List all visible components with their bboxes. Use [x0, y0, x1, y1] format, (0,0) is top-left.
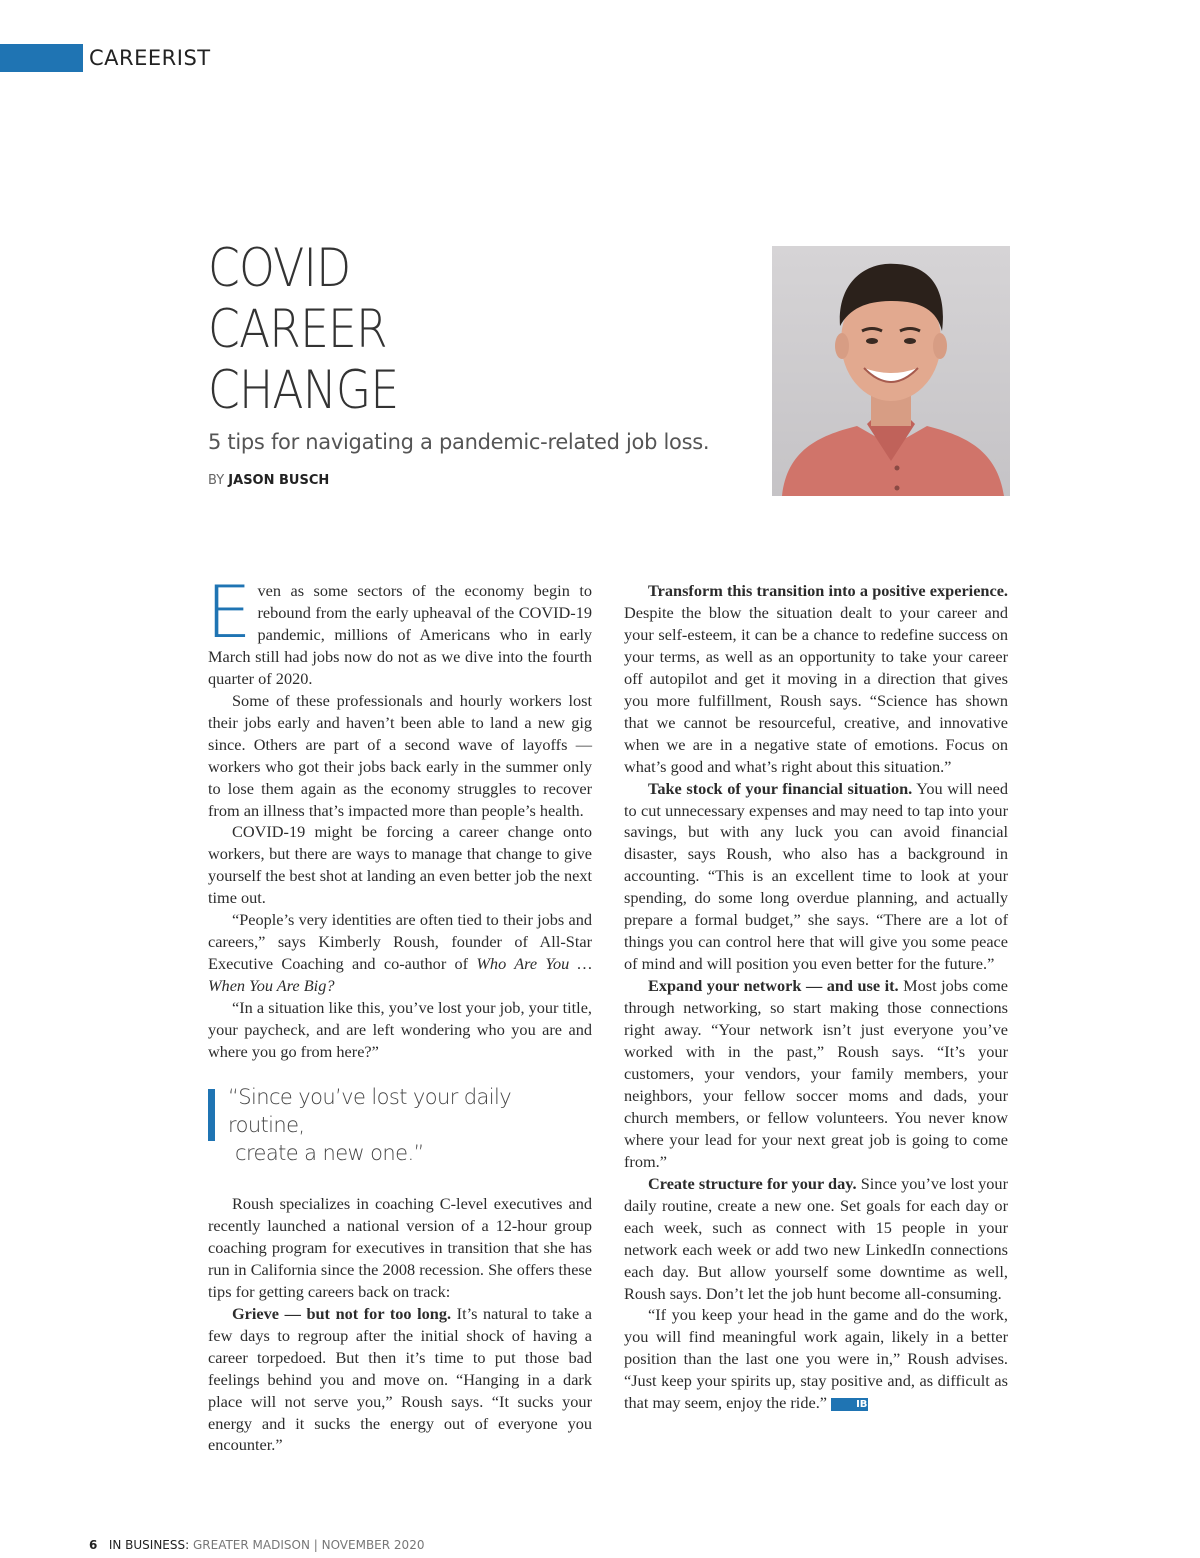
byline-author: JASON BUSCH — [228, 473, 330, 488]
edition-info: GREATER MADISON | NOVEMBER 2020 — [192, 1538, 425, 1552]
headline-line-2: CAREER — [208, 299, 387, 360]
author-portrait-photo — [772, 246, 1010, 496]
byline — [208, 473, 329, 488]
tip-paragraph: Expand your network — and use it. Most jobs come through networking, so start making those connections right away. “Your network isn’t just everyone you’ve worked with in the past,” Roush says. “It’s your customers, your vendors, your family members, your neighbors, your fellow soccer moms and dads, your church members, or fellow volunteers. You never know where your lead for your next great job is going to come from.” — [624, 976, 1008, 1171]
closing-paragraph: “If you keep your head in the game and do the work, you will find meaningful work again, likely in a better position than the last one you were in,” Roush advises. “Just keep your spirits up, stay positive and, as difficult as that may seem, enjoy the ride.” IB — [624, 1305, 1008, 1413]
body-paragraph: Some of these professionals and hourly workers lost their jobs early and haven’t been able to land a new gig since. Others are part of a second wave of layoffs — workers who got their jobs back early in the summer only to lose them again as the economy struggles to recover from an illness that’s impacted more than people’s health. — [208, 690, 592, 820]
tip-paragraph: Create structure for your day. Since you’ve lost your daily routine, create a new one. Set goals for each day or each week, such as connect with 15 people in your network each week or add two new LinkedIn connections each day. But allow yourself some downtime as well, Roush says. Don’t let the job hunt become all-consuming. — [624, 1173, 1008, 1303]
pull-quote-bar — [208, 1089, 215, 1141]
body-paragraph: Roush specializes in coaching C-level executives and recently launched a national version of a 12-hour group coaching program for executives in transition that she has run in California since the 2008 recession. She offers these tips for getting careers back on track: — [208, 1193, 592, 1301]
end-mark-logo: IB — [831, 1398, 868, 1411]
pull-quote-line-2: create a new one.” — [235, 1140, 424, 1165]
pull-quote — [208, 1083, 592, 1167]
section-color-bar — [0, 44, 83, 72]
tip-heading: Transform this transition into a positive experience. — [648, 581, 1008, 600]
headline — [208, 238, 429, 421]
tip-heading: Grieve — but not for too long. — [232, 1303, 452, 1323]
article-column-2 — [624, 580, 1008, 1414]
tip-heading: Expand your network — and use it. — [648, 976, 899, 996]
drop-cap: E — [206, 570, 252, 654]
body-paragraph: “People’s very identities are often tied to their jobs and careers,” says Kimberly Roush, founder of All-Star Executive Coaching and co-author of Who Are You … When You Are Big? — [208, 910, 593, 996]
body-paragraph: COVID-19 might be forcing a career change onto workers, but there are ways to manage that change to give yourself the best shot at landing an even better job the next time out. — [208, 822, 592, 908]
tip-heading: Take stock of your financial situation. — [648, 778, 913, 798]
tip-paragraph: Transform this transition into a positive experience. Despite the blow the situation dealt to your career and your self-esteem, it can be a chance to redefine success on your terms, as well as an opportunity to take your career off autopilot and get it moving in a direction that gives you more fulfillment, Roush says. “Science has shown that we cannot be resourceful, creative, and innovative when we are in a negative state of emotions. Focus on what’s good and what’s right about this situation.” — [624, 581, 1008, 776]
magazine-name: IN BUSINESS: — [108, 1538, 190, 1552]
book-title: Who Are You … When You Are Big? — [208, 954, 593, 996]
tip-heading: Create structure for your day. — [648, 1173, 857, 1193]
byline-prefix: BY — [208, 473, 225, 488]
dek-subtitle: 5 tips for navigating a pandemic-related job loss. — [208, 430, 710, 454]
lead-paragraph: Even as some sectors of the economy begin to rebound from the early upheaval of the COVID-19 pandemic, millions of Americans who in early March still had jobs now do not as we dive into the fourth quarter of 2020. — [206, 570, 592, 688]
tip-paragraph: Grieve — but not for too long. It’s natural to take a few days to regroup after the initial shock of having a career torpedoed. But then it’s time to put those bad feelings behind you and move on. “Hanging in a dark place will not serve you,” Roush says. “It sucks your energy and it sucks the energy out of everyone you encounter.” — [208, 1303, 592, 1455]
headline-line-3: CHANGE — [208, 360, 399, 421]
section-label: CAREERIST — [89, 46, 211, 70]
page-number: 6 — [89, 1538, 98, 1552]
tip-paragraph: Take stock of your financial situation. You will need to cut unnecessary expenses and may need to tap into your savings, but with any luck you can avoid financial disaster, says Roush, who also has a background in accounting. “This is an excellent time to look at your spending, do some long overdue planning, and actually prepare a formal budget,” she says. “There are a lot of things you can control here that will give you some peace of mind and will position you even better for the future.” — [624, 778, 1009, 974]
article-column-1 — [206, 570, 593, 1456]
body-paragraph: “In a situation like this, you’ve lost your job, your title, your paycheck, and are left wondering who you are and where you go from here?” — [208, 998, 592, 1062]
page-footer — [89, 1538, 424, 1552]
headline-line-1: COVID — [208, 238, 351, 299]
pull-quote-line-1: “Since you’ve lost your daily routine, — [228, 1084, 512, 1137]
